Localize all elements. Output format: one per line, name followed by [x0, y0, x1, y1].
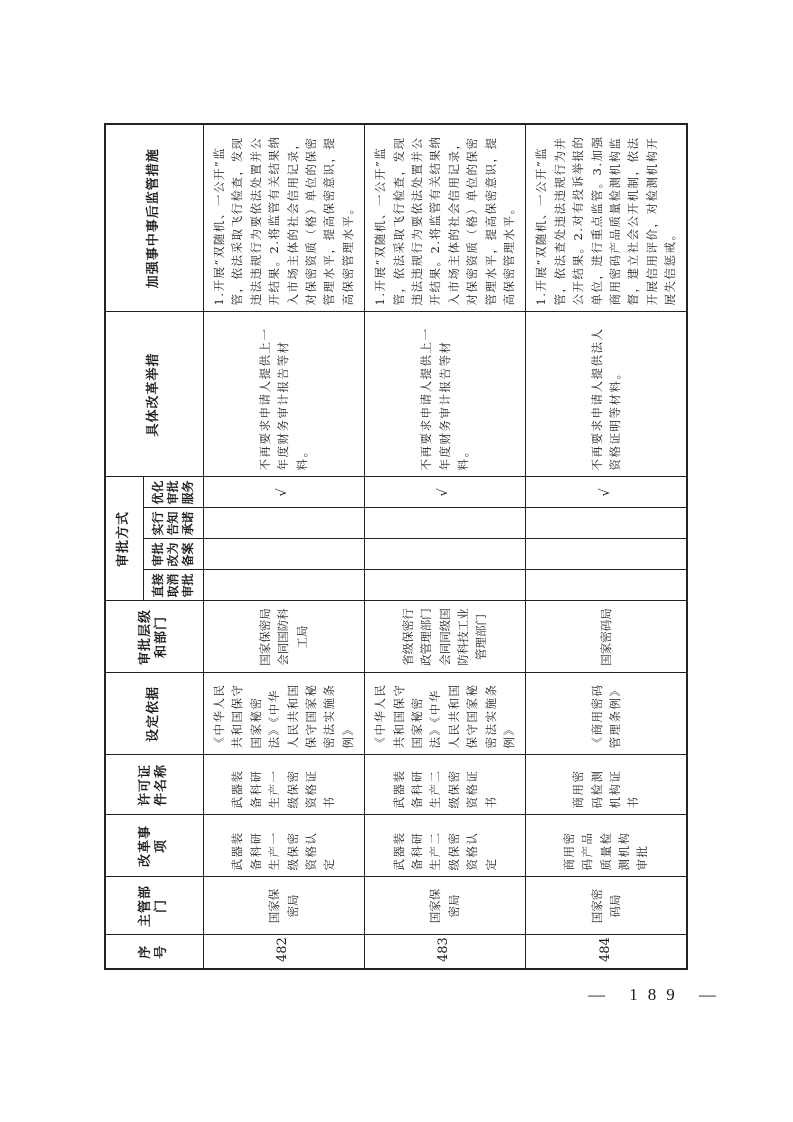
optimize-service-check: √	[364, 477, 525, 508]
basis-cell: 《商用密码管理条例》	[525, 673, 687, 755]
basis-cell: 《中华人民共和国保守国家秘密法》《中华人民共和国保守国家秘密法实施条例》	[364, 673, 525, 755]
table-row	[364, 124, 525, 969]
supervision-cell: 1.开展“双随机、一公开”监管，依法查处违法违规行为并公开结果。2.对有投诉举报的单位，进行重点监管。3.加强商用密码产品质量检测机构监督，建立社会公开机制，依法开展信用评价，对检测机构开展失信惩戒。	[525, 124, 687, 312]
header-supervision: 加强事中事后监管措施	[105, 124, 203, 312]
header-department: 主管部门	[105, 877, 203, 935]
optimize-service-check: √	[525, 477, 687, 508]
header-method: 审批方式	[105, 477, 143, 601]
header-basis: 设定依据	[105, 673, 203, 755]
department-cell: 国家密码局	[525, 877, 687, 935]
department-cell: 国家保密局	[364, 877, 525, 935]
header-item: 改革事项	[105, 815, 203, 877]
reform-items-table	[104, 123, 688, 970]
header-row	[105, 124, 143, 969]
level-cell: 国家保密局会同国防科工局	[203, 601, 364, 673]
measures-cell: 不再要求申请人提供上一年度财务审计报告等材料。	[203, 312, 364, 477]
cancel-approval-cell	[525, 570, 687, 601]
seq-cell: 483	[364, 935, 525, 969]
department-cell: 国家保密局	[203, 877, 364, 935]
supervision-cell: 1.开展“双随机、一公开”监管，依法采取飞行检查，发现违法违规行为要依法处置并公开结果。2.将监管有关结果纳入市场主体的社会信用记录，对保密资质（格）单位的保密管理水平，提高保密意识，提高保密管理水平。	[203, 124, 364, 312]
measures-cell: 不再要求申请人提供法人资格证明等材料。	[525, 312, 687, 477]
license-cell: 商用密码检测机构证书	[525, 755, 687, 815]
seq-cell: 482	[203, 935, 364, 969]
table-row	[525, 124, 687, 969]
license-cell: 武器装备科研生产一级保密资格证书	[203, 755, 364, 815]
change-to-filing-cell	[203, 539, 364, 570]
header-optimize-service: 优化审批服务	[143, 477, 203, 508]
notify-commit-cell	[525, 508, 687, 539]
change-to-filing-cell	[364, 539, 525, 570]
header-measures: 具体改革举措	[105, 312, 203, 477]
table-row	[203, 124, 364, 969]
measures-cell: 不再要求申请人提供上一年度财务审计报告等材料。	[364, 312, 525, 477]
header-seq: 序号	[105, 935, 203, 969]
notify-commit-cell	[203, 508, 364, 539]
level-cell: 国家密码局	[525, 601, 687, 673]
item-cell: 武器装备科研生产二级保密资格认定	[364, 815, 525, 877]
page-number: — 189 —	[588, 985, 726, 1004]
change-to-filing-cell	[525, 539, 687, 570]
notify-commit-cell	[364, 508, 525, 539]
level-cell: 省级保密行政管理部门会同同级国防科技工业管理部门	[364, 601, 525, 673]
item-cell: 武器装备科研生产一级保密资格认定	[203, 815, 364, 877]
rotated-table-container	[104, 125, 688, 970]
optimize-service-check: √	[203, 477, 364, 508]
supervision-cell: 1.开展“双随机、一公开”监管，依法采取飞行检查，发现违法违规行为要依法处置并公开结果。2.将监管有关结果纳入市场主体的社会信用记录，对保密资质（格）单位的保密管理水平，提高保密意识，提高保密管理水平。	[364, 124, 525, 312]
cancel-approval-cell	[203, 570, 364, 601]
basis-cell: 《中华人民共和国保守国家秘密法》《中华人民共和国保守国家秘密法实施条例》	[203, 673, 364, 755]
item-cell: 商用密码产品质量检测机构审批	[525, 815, 687, 877]
header-notify-commit: 实行告知承诺	[143, 508, 203, 539]
cancel-approval-cell	[364, 570, 525, 601]
header-license: 许可证件名称	[105, 755, 203, 815]
header-cancel-approval: 直接取消审批	[143, 570, 203, 601]
header-change-to-filing: 审批改为备案	[143, 539, 203, 570]
seq-cell: 484	[525, 935, 687, 969]
license-cell: 武器装备科研生产二级保密资格证书	[364, 755, 525, 815]
header-level: 审批层级和部门	[105, 601, 203, 673]
